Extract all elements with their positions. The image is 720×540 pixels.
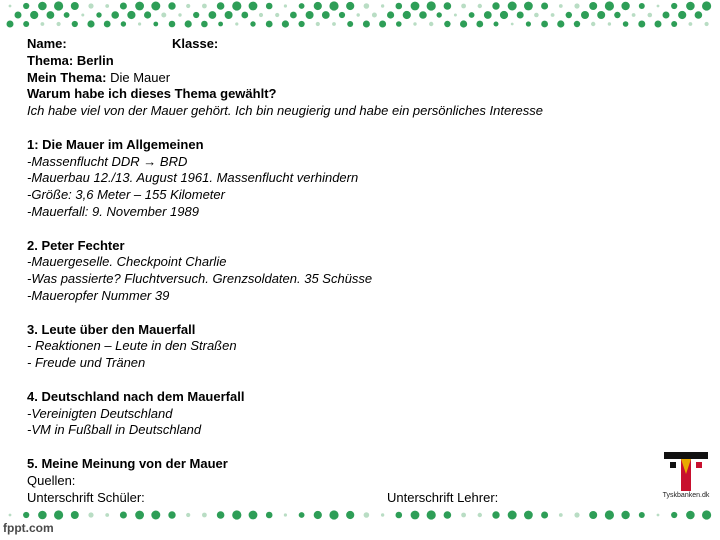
section-heading: 1: Die Mauer im Allgemeinen — [27, 136, 204, 152]
section-heading: 3. Leute über den Mauerfall — [27, 321, 196, 337]
worksheet-content — [27, 36, 647, 506]
answer-text: Ich habe viel von der Mauer gehört. Ich bin neugierig und habe ein persönliches Interesse — [27, 103, 543, 119]
question-text: Warum habe ich dieses Thema gewählt? — [27, 86, 277, 102]
section-item: -Was passierte? Fluchtversuch. Grenzsoldaten. 35 Schüsse — [27, 271, 373, 287]
answer-line — [27, 103, 647, 120]
section-item: - Reaktionen – Leute in den Straßen — [27, 338, 237, 354]
section-item: -Größe: 3,6 Meter – 155 Kilometer — [27, 187, 225, 203]
teacher-signature-label: Unterschrift Lehrer: — [387, 489, 499, 505]
section-item: - Freude und Tränen — [27, 355, 146, 371]
section-2 — [27, 238, 647, 305]
logo-text: Tyskbanken.dk — [662, 492, 710, 499]
section-item: -VM in Fußball in Deutschland — [27, 422, 202, 438]
section-item: -Vereinigten Deutschland — [27, 405, 173, 421]
klasse-label: Klasse: — [172, 36, 219, 51]
section-3 — [27, 322, 647, 372]
thema-line — [27, 53, 647, 70]
section-item: -Mauergeselle. Checkpoint Charlie — [27, 254, 227, 270]
name-line — [27, 36, 647, 53]
section-5 — [27, 456, 647, 506]
section-heading: 2. Peter Fechter — [27, 237, 125, 253]
section-item: -Maueropfer Nummer 39 — [27, 287, 170, 303]
footer-brand: fppt.com — [3, 521, 54, 535]
mein-thema-line — [27, 70, 647, 87]
thema-label: Thema: — [27, 52, 74, 68]
mein-thema-label: Mein Thema: — [27, 69, 107, 85]
name-label: Name: — [27, 36, 67, 51]
decorative-dots-bottom — [0, 508, 720, 522]
section-4 — [27, 389, 647, 439]
question-line — [27, 86, 647, 103]
decorative-dots-top — [0, 0, 720, 30]
section-item: -Mauerfall: 9. November 1989 — [27, 203, 199, 219]
section-1 — [27, 137, 647, 221]
tyskbanken-logo — [654, 450, 718, 506]
section-item: -Mauerbau 12./13. August 1961. Massenflucht verhindern — [27, 170, 359, 186]
section-item: -Massenflucht DDR → BRD — [27, 153, 188, 169]
student-signature-label: Unterschrift Schüler: — [27, 489, 145, 505]
sources-label: Quellen: — [27, 472, 76, 488]
logo-t-icon — [654, 450, 718, 492]
section-heading: 4. Deutschland nach dem Mauerfall — [27, 388, 245, 404]
section-heading: 5. Meine Meinung von der Mauer — [27, 455, 228, 471]
thema-value: Berlin — [76, 52, 114, 68]
mein-thema-value: Die Mauer — [110, 69, 171, 85]
